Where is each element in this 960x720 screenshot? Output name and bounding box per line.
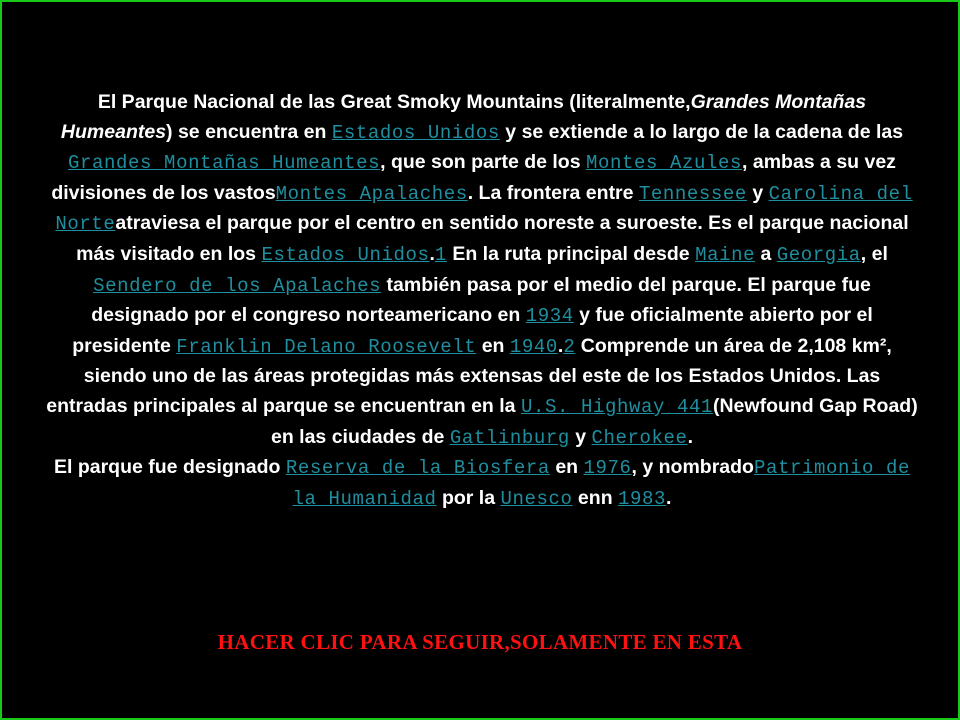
text-run: (Newfound Gap Road) en las ciudades de (271, 394, 918, 448)
italic-text: Grandes Montañas Humeantes (60, 91, 867, 143)
link-franklin-delano-roosevelt[interactable]: Franklin Delano Roosevelt (176, 335, 477, 358)
text-run: y (569, 425, 592, 448)
text-run: y se extiende a lo largo de la cadena de las (499, 120, 904, 143)
link-sendero-de-los-apalaches[interactable]: Sendero de los Apalaches (93, 274, 382, 297)
link-estados-unidos[interactable]: Estados Unidos (331, 121, 500, 144)
text-run: a (755, 242, 777, 265)
text-run: Comprende un área de 2,108 km², siendo uno de las áreas protegidas más extensas del este de los Estados Unidos. Las entradas principales al parque se encuentran en la (46, 334, 892, 417)
link-unesco[interactable]: Unesco (500, 487, 573, 510)
text-run: . La frontera entre (467, 181, 639, 204)
text-run: , ambas a su vez divisiones de los vastos (51, 151, 896, 204)
link-maine[interactable]: Maine (695, 243, 756, 266)
text-run: , el (860, 242, 888, 265)
text-run: El parque fue designado (54, 456, 286, 479)
text-run: y (746, 181, 769, 204)
link-1983[interactable]: 1983 (618, 487, 667, 510)
text-run: y fue oficialmente abierto por el presidente (72, 304, 873, 357)
link-1934[interactable]: 1934 (525, 305, 574, 328)
text-run: en (476, 334, 510, 357)
continue-click-prompt[interactable]: HACER CLIC PARA SEGUIR,SOLAMENTE EN ESTA (217, 630, 743, 654)
text-run: ) se encuentra en (166, 120, 332, 143)
footnote-link-1[interactable]: 1 (434, 243, 447, 266)
text-run: . (666, 486, 672, 509)
link-reserva-de-la-biosfera[interactable]: Reserva de la Biosfera (285, 457, 550, 480)
text-run: en (549, 456, 584, 479)
text-run: también pasa por el medio del parque. El parque fue designado por el congreso norteamericano en (91, 273, 871, 327)
main-text (46, 88, 918, 514)
link-estados-unidos-2[interactable]: Estados Unidos (261, 243, 430, 266)
text-run: . (557, 334, 564, 357)
text-run: . (429, 242, 435, 265)
text-run: por la (436, 486, 501, 509)
link-cherokee[interactable]: Cherokee (591, 426, 688, 449)
text-run: , y nombrado (631, 456, 754, 479)
link-montes-azules[interactable]: Montes Azules (585, 152, 743, 175)
link-tennessee[interactable]: Tennessee (638, 182, 747, 205)
footnote-link-2[interactable]: 2 (563, 335, 576, 358)
link-us-highway-441[interactable]: U.S. Highway 441 (520, 395, 713, 418)
text-run: . (687, 425, 693, 448)
link-patrimonio-de-la-humanidad[interactable]: Patrimonio de la Humanidad (292, 457, 910, 510)
text-run: El Parque Nacional de las Great Smoky Mountains (literalmente, (97, 91, 691, 113)
link-1940[interactable]: 1940 (509, 335, 558, 358)
link-carolina-del-norte[interactable]: Carolina del Norte (55, 182, 913, 236)
link-gatlinburg[interactable]: Gatlinburg (449, 426, 570, 449)
text-run: atraviesa el parque por el centro en sentido noreste a suroeste. Es el parque nacional más visitado en los (76, 212, 909, 265)
link-georgia[interactable]: Georgia (776, 243, 861, 266)
text-run: enn (572, 486, 619, 509)
text-run: En la ruta principal desde (446, 242, 696, 265)
text-run: , que son parte de los (380, 151, 586, 174)
link-1976[interactable]: 1976 (583, 457, 632, 480)
link-montes-apalaches[interactable]: Montes Apalaches (275, 182, 468, 205)
link-grandes-montanas-humeantes[interactable]: Grandes Montañas Humeantes (68, 152, 381, 175)
